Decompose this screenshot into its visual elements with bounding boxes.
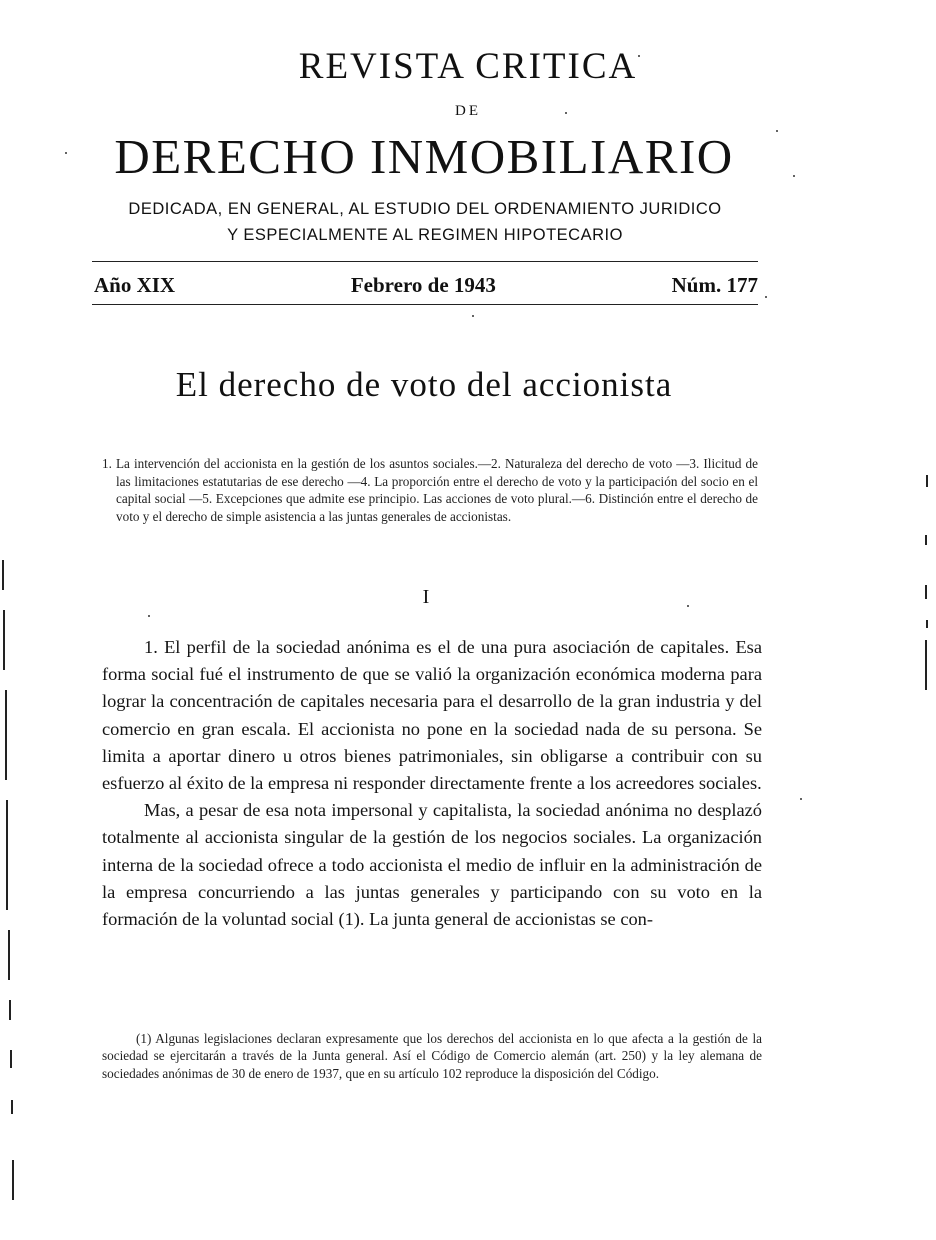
speck [148,615,150,617]
article-body [102,634,762,933]
speck [776,130,778,132]
right-edge-mark [925,640,927,690]
left-edge-mark [10,1050,12,1068]
left-edge-mark [12,1160,14,1200]
speck [638,55,640,57]
left-edge-mark [2,560,4,590]
journal-title: REVISTA CRITICA [298,46,638,87]
journal-subtitle-line-1: DEDICADA, EN GENERAL, AL ESTUDIO DEL ORDENAMIENTO JURIDICO [128,200,722,218]
speck [793,175,795,177]
footnote [102,1030,762,1082]
footnote-text: (1) Algunas legislaciones declaran expresamente que los derechos del accionista en lo que afecta a la gestión de la sociedad se ejercitarán a través de la Junta general. Así el Código de Comercio alemán (art. 250) y la ley alemana de sociedades anónimas de 30 de enero de 1937, que en su artículo 102 reproduce la disposición del Código. [102,1031,762,1081]
speck [65,152,67,154]
issue-number: Núm. 177 [671,272,758,297]
speck [565,112,567,114]
right-edge-mark [926,475,928,487]
issue-year: Año XIX [94,272,176,297]
article-summary: 1. La intervención del accionista en la gestión de los asuntos sociales.—2. Naturaleza del derecho de voto —3. Ilicitud de las limitaciones estatutarias de ese derecho —4. La proporción entre el derecho de voto y la participación del socio en el capital social —5. Excepciones que admite ese principio. Las acciones de voto plural.—6. Distinción entre el derecho de voto y el derecho de simple asistencia a las juntas generales de accionistas. [102,456,758,524]
right-edge-mark [926,620,928,628]
journal-subtitle [90,196,760,248]
speck [765,296,767,298]
left-edge-mark [5,690,7,780]
body-paragraph: 1. El perfil de la sociedad anónima es el de una pura asociación de capitales. Esa forma social fué el instrumento de que se valió la organización económica moderna para lograr la concentración de capitales necesaria para el desarrollo de la gran industria y del comercio en gran escala. El accionista no pone en la sociedad nada de su persona. Se limita a aportar dinero u otros bienes patrimoniales, sin obligarse a contribuir con su esfuerzo al éxito de la empresa ni responder directamente frente a los acreedores sociales. [102,637,762,794]
issue-info [94,270,758,300]
left-edge-mark [9,1000,11,1020]
left-edge-mark [11,1100,13,1114]
speck [800,798,802,800]
issue-rule-top [92,261,758,262]
speck [687,605,689,607]
speck [472,315,474,317]
article-title: El derecho de voto del accionista [175,365,673,404]
journal-title-connector: DE [455,103,481,119]
left-edge-mark [6,800,8,910]
journal-main-title: DERECHO INMOBILIARIO [114,129,734,184]
issue-rule-bottom [92,304,758,305]
journal-subtitle-line-2: Y ESPECIALMENTE AL REGIMEN HIPOTECARIO [227,226,623,244]
body-paragraph: Mas, a pesar de esa nota impersonal y capitalista, la sociedad anónima no desplazó totalmente al accionista singular de la gestión de los negocios sociales. La organización interna de la sociedad ofrece a todo accionista el medio de influir en la administración de la empresa concurriendo a las juntas generales y participando con su voto en la formación de la voluntad social (1). La junta general de accionistas se con- [102,800,762,930]
right-edge-mark [925,585,927,599]
issue-date: Febrero de 1943 [350,272,496,297]
left-edge-mark [3,610,5,670]
left-edge-mark [8,930,10,980]
section-numeral: I [422,586,430,608]
right-edge-mark [925,535,927,545]
